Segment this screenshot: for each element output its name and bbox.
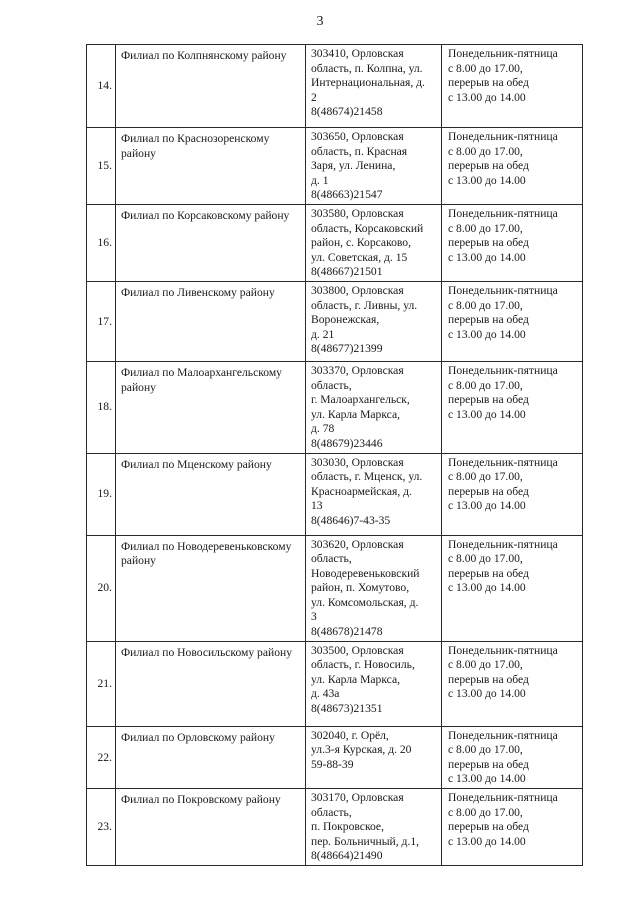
table-row: [87, 128, 583, 205]
branch-name: Филиал по Покровскому району: [116, 789, 306, 866]
working-hours: [442, 204, 583, 281]
address-line: область, г. Ливны, ул.: [311, 298, 418, 312]
page-number: 3: [316, 14, 324, 29]
branch-address: [306, 726, 442, 788]
address-line: 59-88-39: [311, 757, 354, 771]
branch-name: Филиал по Новосильскому району: [116, 641, 306, 726]
hours-line: с 13.00 до 14.00: [448, 250, 526, 264]
branch-name: Филиал по Мценскому району: [116, 453, 306, 535]
hours-line: с 13.00 до 14.00: [448, 327, 526, 341]
address-line: д. 1: [311, 173, 329, 187]
hours-line: с 13.00 до 14.00: [448, 581, 526, 595]
address-line: область, г. Новосиль,: [311, 658, 415, 672]
hours-line: с 8.00 до 17.00,: [448, 298, 523, 312]
hours-line: Понедельник-пятница: [448, 537, 558, 551]
address-line: 8(48679)23446: [311, 436, 383, 450]
table-row: [87, 361, 583, 453]
hours-line: Понедельник-пятница: [448, 130, 558, 143]
table-row: [87, 204, 583, 281]
hours-line: Понедельник-пятница: [448, 791, 558, 805]
working-hours: [442, 535, 583, 641]
address-line: 303500, Орловская: [311, 643, 404, 657]
branch-address: [306, 641, 442, 726]
branch-name: Филиал по Корсаковскому району: [116, 204, 306, 281]
branch-name: Филиал по Колпнянскому району: [116, 45, 306, 128]
branch-address: [306, 535, 442, 641]
row-number: 16.: [87, 204, 116, 281]
address-line: 13: [311, 499, 323, 513]
hours-line: с 8.00 до 17.00,: [448, 552, 523, 566]
address-line: ул. Карла Маркса,: [311, 672, 400, 686]
address-line: Новодеревеньковский: [311, 566, 420, 580]
branch-address: [306, 789, 442, 866]
branches-table-body: [87, 45, 583, 866]
row-number: 15.: [87, 128, 116, 205]
address-line: область,: [311, 378, 352, 392]
working-hours: [442, 128, 583, 205]
address-line: 303030, Орловская: [311, 455, 404, 469]
branch-address: [306, 361, 442, 453]
address-line: 303650, Орловская: [311, 130, 404, 143]
address-line: 8(48646)7-43-35: [311, 513, 391, 527]
address-line: г. Малоархангельск,: [311, 393, 410, 407]
address-line: 8(48673)21351: [311, 702, 383, 716]
address-line: область, Корсаковский: [311, 221, 424, 235]
working-hours: [442, 453, 583, 535]
address-line: область,: [311, 805, 352, 819]
address-line: 3: [311, 610, 317, 624]
hours-line: с 8.00 до 17.00,: [448, 144, 523, 158]
table-row: [87, 453, 583, 535]
branch-address: [306, 204, 442, 281]
hours-line: с 8.00 до 17.00,: [448, 378, 523, 392]
address-line: 8(48678)21478: [311, 625, 383, 639]
hours-line: с 8.00 до 17.00,: [448, 658, 523, 672]
hours-line: с 13.00 до 14.00: [448, 173, 526, 187]
hours-line: с 13.00 до 14.00: [448, 407, 526, 421]
hours-line: с 8.00 до 17.00,: [448, 743, 523, 757]
hours-line: с 13.00 до 14.00: [448, 687, 526, 701]
hours-line: Понедельник-пятница: [448, 283, 558, 297]
hours-line: с 13.00 до 14.00: [448, 499, 526, 513]
address-line: 2: [311, 90, 317, 104]
hours-line: перерыв на обед: [448, 159, 529, 173]
hours-line: перерыв на обед: [448, 484, 529, 498]
address-line: 303410, Орловская: [311, 47, 404, 60]
row-number: 21.: [87, 641, 116, 726]
address-line: ул. Карла Маркса,: [311, 407, 400, 421]
row-number: 14.: [87, 45, 116, 128]
address-line: 302040, г. Орёл,: [311, 728, 389, 742]
address-line: 303170, Орловская: [311, 791, 404, 805]
address-line: ул. Комсомольская, д.: [311, 595, 419, 609]
address-line: 8(48677)21399: [311, 342, 383, 356]
address-line: 8(48663)21547: [311, 188, 383, 202]
address-line: район, п. Хомутово,: [311, 581, 410, 595]
address-line: Заря, ул. Ленина,: [311, 159, 396, 173]
row-number: 17.: [87, 281, 116, 361]
address-line: область,: [311, 552, 352, 566]
branch-address: [306, 453, 442, 535]
address-line: 8(48674)21458: [311, 105, 383, 119]
table-row: [87, 535, 583, 641]
table-row: [87, 641, 583, 726]
hours-line: перерыв на обед: [448, 393, 529, 407]
branch-address: [306, 45, 442, 128]
working-hours: [442, 361, 583, 453]
address-line: 8(48667)21501: [311, 265, 383, 279]
hours-line: с 8.00 до 17.00,: [448, 221, 523, 235]
branch-name: Филиал по Ливенскому району: [116, 281, 306, 361]
hours-line: с 8.00 до 17.00,: [448, 61, 523, 75]
branches-table: [86, 44, 583, 866]
hours-line: перерыв на обед: [448, 76, 529, 90]
working-hours: [442, 281, 583, 361]
row-number: 18.: [87, 361, 116, 453]
working-hours: [442, 726, 583, 788]
table-row: [87, 789, 583, 866]
hours-line: с 13.00 до 14.00: [448, 90, 526, 104]
hours-line: перерыв на обед: [448, 757, 529, 771]
address-line: д. 21: [311, 327, 335, 341]
address-line: область, п. Красная: [311, 144, 408, 158]
hours-line: перерыв на обед: [448, 313, 529, 327]
branch-address: [306, 128, 442, 205]
hours-line: с 13.00 до 14.00: [448, 772, 526, 786]
hours-line: Понедельник-пятница: [448, 363, 558, 377]
address-line: 303370, Орловская: [311, 363, 404, 377]
hours-line: с 8.00 до 17.00,: [448, 470, 523, 484]
address-line: район, с. Корсаково,: [311, 236, 412, 250]
row-number: 19.: [87, 453, 116, 535]
table-row: [87, 726, 583, 788]
hours-line: Понедельник-пятница: [448, 728, 558, 742]
hours-line: Понедельник-пятница: [448, 643, 558, 657]
row-number: 20.: [87, 535, 116, 641]
branch-name: Филиал по Новодеревеньковскому району: [116, 535, 306, 641]
address-line: пер. Больничный, д.1,: [311, 834, 420, 848]
hours-line: перерыв на обед: [448, 672, 529, 686]
address-line: Воронежская,: [311, 313, 380, 327]
address-line: д. 43а: [311, 687, 340, 701]
hours-line: с 13.00 до 14.00: [448, 834, 526, 848]
row-number: 22.: [87, 726, 116, 788]
row-number: 23.: [87, 789, 116, 866]
address-line: 8(48664)21490: [311, 849, 383, 863]
table-row: [87, 45, 583, 128]
address-line: п. Покровское,: [311, 820, 384, 834]
working-hours: [442, 45, 583, 128]
address-line: д. 78: [311, 422, 335, 436]
address-line: область, г. Мценск, ул.: [311, 470, 423, 484]
address-line: область, п. Колпна, ул.: [311, 61, 423, 75]
address-line: 303620, Орловская: [311, 537, 404, 551]
hours-line: перерыв на обед: [448, 236, 529, 250]
branch-name: Филиал по Краснозоренскому району: [116, 128, 306, 205]
hours-line: Понедельник-пятница: [448, 47, 558, 60]
address-line: 303800, Орловская: [311, 283, 404, 297]
address-line: 303580, Орловская: [311, 206, 404, 220]
hours-line: перерыв на обед: [448, 566, 529, 580]
branch-name: Филиал по Малоархангельскому району: [116, 361, 306, 453]
table-row: [87, 281, 583, 361]
hours-line: Понедельник-пятница: [448, 455, 558, 469]
address-line: ул.3-я Курская, д. 20: [311, 743, 412, 757]
address-line: Интернациональная, д.: [311, 76, 425, 90]
working-hours: [442, 789, 583, 866]
hours-line: Понедельник-пятница: [448, 206, 558, 220]
hours-line: с 8.00 до 17.00,: [448, 805, 523, 819]
working-hours: [442, 641, 583, 726]
address-line: Красноармейская, д.: [311, 484, 412, 498]
branch-name: Филиал по Орловскому району: [116, 726, 306, 788]
hours-line: перерыв на обед: [448, 820, 529, 834]
branch-address: [306, 281, 442, 361]
address-line: ул. Советская, д. 15: [311, 250, 408, 264]
